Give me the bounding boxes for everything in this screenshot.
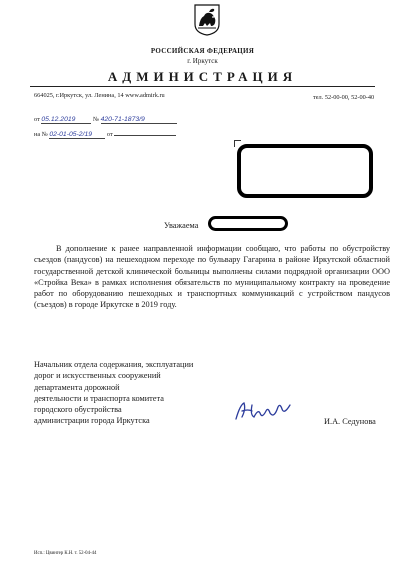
incoming-ref bbox=[34, 131, 176, 139]
letter-body: В дополнение к ранее направленной информации сообщаю, что работы по обустройству съездов (пандусов) на пешеходном переходе по бульвару Гагарина в районе Иркутской областной государственной детской клинической больницы выполнены силами подрядной организации ООО «Стройка Века» в рамках исполнения обязательств по муниципальному контракту на проведение работ по оборудованию пешеходных и транспортных коммуникаций с устройством пандусов (съездов) в городе Иркутске в 2019 году. bbox=[34, 244, 390, 310]
signer-title-line: дорог и искусственных сооружений bbox=[34, 371, 161, 381]
signer-title-line: городского обустройства bbox=[34, 405, 122, 415]
coat-of-arms-icon bbox=[194, 4, 220, 36]
address-line: 664025, г.Иркутск, ул. Ленина, 14 www.admirk.ru bbox=[34, 92, 165, 99]
signer-title-line: Начальник отдела содержания, эксплуатации bbox=[34, 360, 194, 369]
outgoing-ref bbox=[34, 116, 177, 124]
organization-title: АДМИНИСТРАЦИЯ bbox=[107, 69, 298, 84]
signer-title-line: деятельности и транспорта комитета bbox=[34, 393, 164, 403]
header-divider bbox=[30, 86, 375, 87]
country-name: РОССИЙСКАЯ ФЕДЕРАЦИЯ bbox=[150, 47, 255, 55]
date-label: от bbox=[34, 116, 40, 123]
signer-title bbox=[34, 359, 234, 427]
city-name: г. Иркутск bbox=[187, 57, 218, 65]
incoming-number: 02-01-05-2/19 bbox=[49, 131, 105, 139]
incoming-date-blank bbox=[114, 135, 176, 136]
in-number-label: на № bbox=[34, 131, 48, 138]
in-date-label: от bbox=[106, 131, 113, 138]
redacted-addressee bbox=[237, 144, 373, 198]
number-label: № bbox=[92, 116, 99, 123]
outgoing-number: 420-71-1873/9 bbox=[101, 116, 177, 124]
outgoing-date: 05.12.2019 bbox=[41, 116, 91, 124]
executor-info: Исп.: Цвингер К.Н. т. 52-04-44 bbox=[34, 551, 97, 556]
redacted-name bbox=[208, 216, 288, 231]
handwritten-signature-icon bbox=[234, 399, 294, 423]
signer-title-line: департамента дорожной bbox=[34, 382, 120, 392]
signer-title-line: администрации города Иркутска bbox=[34, 416, 150, 426]
signer-name: И.А. Седунова bbox=[324, 417, 376, 426]
greeting: Уважаема bbox=[164, 221, 199, 230]
phone-line: тел. 52-00-00, 52-00-40 bbox=[313, 94, 375, 101]
